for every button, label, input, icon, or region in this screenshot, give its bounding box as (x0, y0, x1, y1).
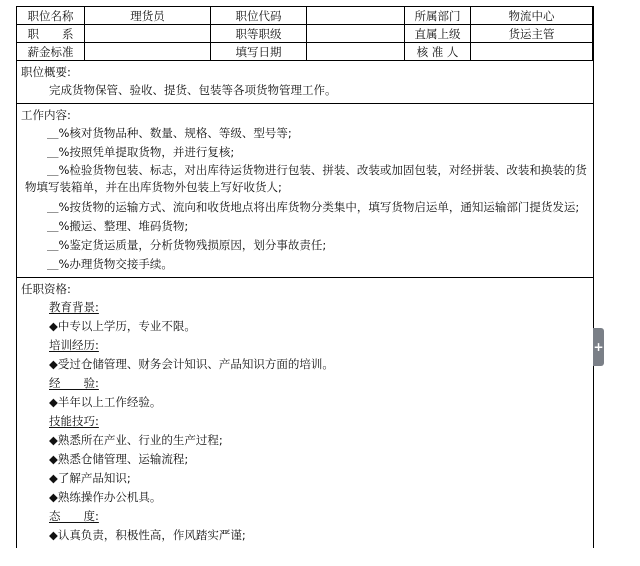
skills-label: 技能技巧: (49, 414, 99, 428)
plus-icon: + (593, 340, 604, 354)
education-heading (21, 298, 589, 317)
attitude-label: 态 度: (49, 509, 99, 523)
label-supervisor: 直属上级 (405, 25, 471, 43)
label-approver: 核 准 人 (405, 43, 471, 61)
label-department: 所属部门 (405, 7, 471, 25)
label-job-family: 职 系 (17, 25, 85, 43)
duty-item: ＿%鉴定货运质量，分析货物残损原因，划分事故责任; (47, 238, 327, 252)
qualifications-section (17, 278, 593, 548)
skill-item: ◆熟悉所在产业、行业的生产过程; (49, 433, 223, 447)
label-position-name: 职位名称 (17, 7, 85, 25)
duty-item: ＿%检验货物包装、标志，对出库待运货物进行包装、拼装、改装或加固包装，对经拼装、改装和换装的货 (47, 163, 587, 177)
duties-title: 工作内容: (21, 108, 71, 122)
value-fill-date (307, 43, 405, 61)
duty-item: ＿%核对货物品种、数量、规格、等级、型号等; (47, 126, 292, 140)
table-row (17, 7, 593, 25)
label-position-code: 职位代码 (211, 7, 307, 25)
experience-heading (21, 374, 589, 393)
value-position-code (307, 7, 405, 25)
skill-item: ◆熟悉仓储管理、运输流程; (49, 452, 189, 466)
overview-section (17, 61, 593, 104)
training-heading (21, 336, 589, 355)
job-info-table (16, 6, 593, 61)
training-item: ◆受过仓储管理、财务会计知识、产品知识方面的培训。 (49, 357, 334, 371)
training-label: 培训经历: (49, 338, 99, 352)
job-description-document (16, 6, 594, 548)
experience-label: 经 验: (49, 376, 99, 390)
value-position-name: 理货员 (85, 7, 211, 25)
value-approver (471, 43, 593, 61)
experience-item: ◆半年以上工作经验。 (49, 395, 162, 409)
value-job-family (85, 25, 211, 43)
value-supervisor: 货运主管 (471, 25, 593, 43)
skills-heading (21, 412, 589, 431)
duty-item: ＿%按货物的运输方式、流向和收货地点将出库货物分类集中，填写货物启运单，通知运输部门提货发运; (47, 200, 580, 214)
label-grade-level: 职等职级 (211, 25, 307, 43)
education-item: ◆中专以上学历，专业不限。 (49, 319, 196, 333)
value-grade-level (307, 25, 405, 43)
label-fill-date: 填写日期 (211, 43, 307, 61)
table-row (17, 43, 593, 61)
value-salary-standard (85, 43, 211, 61)
attitude-item: ◆认真负责，积极性高，作风踏实严谨; (49, 528, 246, 542)
skill-item: ◆熟练操作办公机具。 (49, 490, 162, 504)
skill-item: ◆了解产品知识; (49, 471, 131, 485)
qualifications-title: 任职资格: (21, 282, 71, 296)
attitude-heading (21, 507, 589, 526)
education-label: 教育背景: (49, 300, 99, 314)
expand-panel-tab[interactable] (593, 328, 604, 366)
overview-title: 职位概要: (21, 65, 71, 79)
duties-section (17, 104, 593, 278)
overview-text: 完成货物保管、验收、提货、包装等各项货物管理工作。 (49, 83, 337, 97)
duty-item: ＿%搬运、整理、堆码货物; (47, 219, 189, 233)
label-salary-standard: 薪金标准 (17, 43, 85, 61)
duty-item: ＿%按照凭单提取货物，并进行复核; (47, 145, 235, 159)
duty-item: ＿%办理货物交接手续。 (47, 257, 173, 271)
table-row (17, 25, 593, 43)
value-department: 物流中心 (471, 7, 593, 25)
duty-item-continuation: 物填写装箱单，并在出库货物外包装上写好收货人; (25, 180, 282, 194)
